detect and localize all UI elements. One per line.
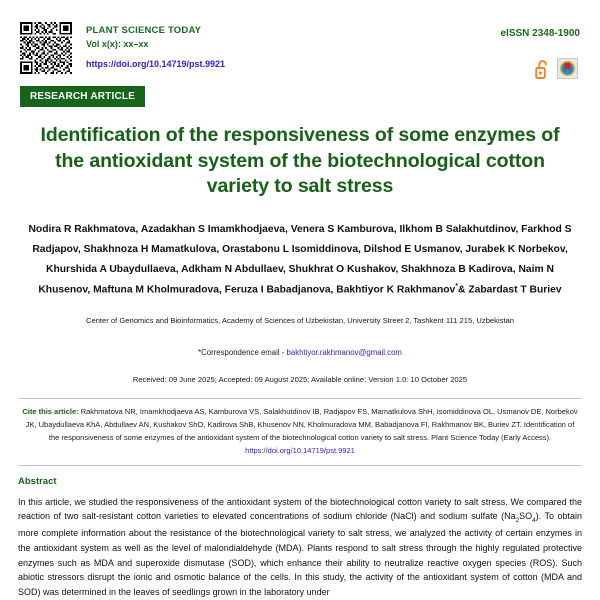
- abstract-subscript-1: 2: [515, 517, 520, 525]
- author-list: [28, 220, 572, 301]
- journal-volume: Vol x(x): xx–xx: [86, 38, 149, 49]
- abstract-part-1: In this article, we studied the responsiveness of the antioxidant system of the biotechnological cotton variety to salt stress. We compared the reaction of two salt-resistant cotton varieties to elevated concentrations of sodium chloride (NaCl) and sodium sulfate (Na: [18, 496, 582, 522]
- eissn-label: eISSN 2348-1900: [500, 28, 580, 39]
- affiliation: Center of Genomics and Bioinformatics, Academy of Sciences of Uzbekistan, University Street 2, Tashkent 111 215, Uzbekistan: [86, 315, 514, 325]
- masthead: [14, 0, 586, 74]
- abstract-heading: Abstract: [18, 475, 57, 487]
- abstract-subscript-2: 4: [532, 517, 536, 525]
- correspondence-email-link[interactable]: bakhtiyor.rakhmanov@gmail.com: [286, 348, 402, 358]
- author-names: Nodira R Rakhmatova, Azadakhan S Imamkhodjaeva, Venera S Kamburova, Ilkhom B Salakhutdinov, Farkhod S Radjapov, Shakhnoza H Mamatkulova, Orastabonu L Isomiddinova, Dilshod E Usmanov, Jurabek K Norbekov, Khurshida A Ubaydullaeva, Adkham N Abdullaev, Shukhrat O Kushakov, Shakhnoza B Kadirova, Naim N Khusenov, Maftuna M Kholmuradova, Feruza I Babadjanova, Bakhtiyor K Rakhmanov: [28, 224, 572, 296]
- abstract-body: [18, 495, 582, 599]
- crossmark-icon: [559, 60, 576, 77]
- correspondence-label: *Correspondence email -: [198, 348, 285, 358]
- crossmark-badge[interactable]: [557, 58, 578, 79]
- qr-code-icon: [20, 22, 72, 74]
- citation-box: [18, 398, 582, 466]
- journal-info: [86, 22, 225, 74]
- citation-doi-link[interactable]: https://doi.org/10.14719/pst.9921: [245, 446, 355, 455]
- publication-dates: Received: 09 June 2025; Accepted: 09 August 2025; Available online: Version 1.0: 10 October 2025: [132, 375, 468, 385]
- abstract-part-2: SO: [519, 511, 533, 522]
- journal-title: PLANT SCIENCE TODAY: [86, 25, 202, 36]
- badge-group: [535, 58, 578, 79]
- page-title: Identification of the responsiveness of some enzymes of the antioxidant system of the biotechnological cotton variety to salt stress: [40, 124, 560, 198]
- open-access-lock-icon[interactable]: [535, 59, 550, 79]
- correspondence-marker: *: [455, 283, 459, 291]
- article-type-badge: RESEARCH ARTICLE: [20, 86, 145, 107]
- citation-label: Cite this article:: [22, 407, 79, 417]
- citation-text: Rakhmatova NR, Imamkhodjaeva AS, Kamburova VS, Salakhutdinov IB, Radjapov FS, Mamatkulova ShH, Isomiddinova OL, Usmanov DE, Norbekov JK, Ubaydullaeva KhA, Abdullaev AN, Kushakov ShO, Kadirova ShB, Khusenov NN, Kholmuradova MM, Babadjanova FI, Rakhmanov BK, Buriev ZT. Identification of the responsiveness of some enzymes of the antioxidant system of the biotechnological cotton variety to salt stress. Plant Science Today (Early Access).: [25, 407, 578, 443]
- journal-doi-link[interactable]: https://doi.org/10.14719/pst.9921: [86, 58, 226, 69]
- author-names-tail: & Zabardast T Buriev: [458, 284, 562, 296]
- abstract-part-3: ). To obtain more complete information about the resistance of the biotechnological variety to salt stress, we analyzed the activity of certain enzymes in the antioxidant system as well as the level of malondialdehyde (MDA). Plants respond to salt stress through the highly regulated protective enzymes such as MDA and superoxide dismutase (SOD), which enhance their ability to neutralize reactive oxygen species (ROS). Such abiotic stressors disrupt the ionic and osmotic balance of the cells. In this study, the activity of the antioxidant system of cotton (MDA and SOD) was determined in the leaves of seedlings grown in the laboratory under: [18, 511, 583, 597]
- correspondence-line: [14, 348, 586, 357]
